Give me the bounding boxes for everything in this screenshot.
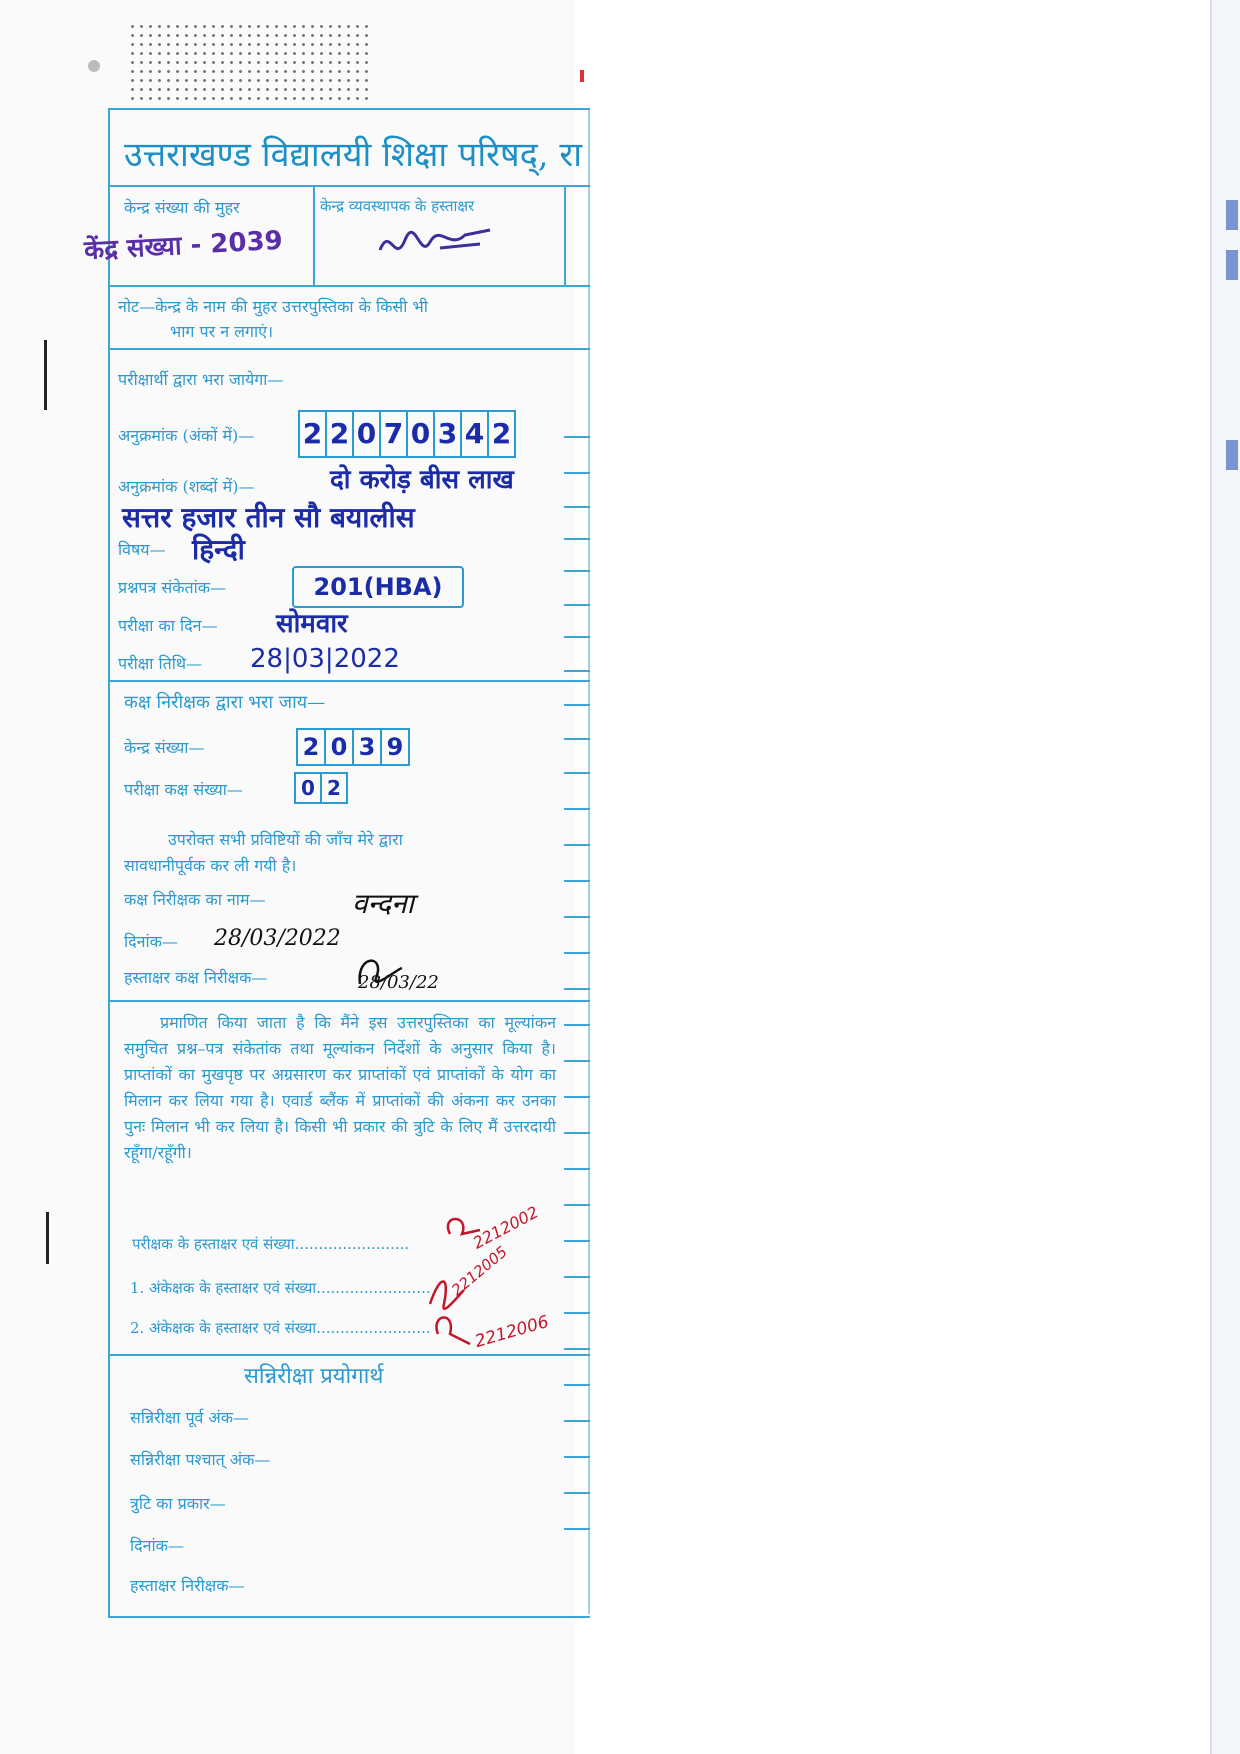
- exam-date-value: 28|03|2022: [250, 644, 400, 674]
- stub-row-line: [564, 704, 590, 706]
- right-margin-fragment: [1226, 440, 1238, 470]
- roll-digit: 3: [435, 412, 462, 456]
- roll-digit: 2: [300, 412, 327, 456]
- roll-digit: 4: [462, 412, 489, 456]
- roll-digit: 2: [491, 417, 512, 450]
- rule-above-scrutiny: [108, 1354, 590, 1356]
- stub-row-line: [564, 952, 590, 954]
- torn-edge-mark: [580, 70, 584, 82]
- subject-label: विषय—: [118, 540, 166, 559]
- staple-mark-top: [44, 340, 47, 410]
- room-digit: 0: [296, 774, 322, 802]
- stub-row-line: [564, 988, 590, 990]
- centre-number-boxes: [296, 728, 410, 766]
- room-number-label: परीक्षा कक्ष संख्या—: [124, 780, 243, 799]
- roll-digit: 0: [354, 412, 381, 456]
- stub-row-line: [564, 808, 590, 810]
- punch-hole: [88, 60, 100, 72]
- scrutiny-title: सन्निरीक्षा प्रयोगार्थ: [244, 1364, 384, 1389]
- centre-stamp-header: केन्द्र संख्या की मुहर: [124, 198, 240, 217]
- table-stub-column: [564, 348, 590, 1614]
- right-page-fold-line: [1210, 0, 1212, 1754]
- stub-row-line: [564, 1024, 590, 1026]
- invigilator-section-title: कक्ष निरीक्षक द्वारा भरा जाय—: [124, 692, 326, 713]
- stub-row-line: [564, 1384, 590, 1386]
- stub-row-line: [564, 1312, 590, 1314]
- centre-digit: 3: [354, 730, 382, 764]
- note-line-2: भाग पर न लगाएं।: [170, 322, 274, 341]
- paper-code-label: प्रश्नपत्र संकेतांक—: [118, 578, 227, 597]
- paper-code-box: 201(HBA): [292, 566, 464, 608]
- stub-row-line: [564, 772, 590, 774]
- rule-above-invigilator: [108, 680, 590, 682]
- exam-day-value: सोमवार: [276, 609, 348, 639]
- centre-digit: 0: [326, 730, 354, 764]
- rule-under-header: [108, 285, 590, 287]
- exam-date-label: परीक्षा तिथि—: [118, 654, 203, 673]
- certification-paragraph: प्रमाणित किया जाता है कि मैंने इस उत्तरपुस्तिका का मूल्यांकन समुचित प्रश्न–पत्र संकेतांक तथा मूल्यांकन निर्देशों के अनुसार किया है। प्राप्तांकों का मुखपृष्ठ पर अग्रसारण कर प्राप्तांकों एवं प्राप्तांकों के योग का मिलान कर लिया गया है। एवार्ड ब्लैंक में प्राप्तांकों की अंकना कर उनका पुनः मिलान भी कर लिया है। किसी भी प्रकार की त्रुटि के लिए मैं उत्तरदायी रहूँगा/रहूँगी।: [124, 1013, 556, 1162]
- stub-row-line: [564, 1168, 590, 1170]
- examiner-red-number: 2212002: [469, 1202, 542, 1253]
- invigilator-sign-value: 28/03/22: [358, 972, 439, 993]
- roll-digit: 2: [327, 412, 354, 456]
- rule-under-title: [108, 185, 590, 187]
- scrutiny-inspector-sign: हस्ताक्षर निरीक्षक—: [130, 1576, 245, 1595]
- invigilator-sign-label: हस्ताक्षर कक्ष निरीक्षक—: [124, 968, 268, 987]
- stub-row-line: [564, 1240, 590, 1242]
- right-margin-fragment: [1226, 200, 1238, 230]
- invigilator-name-label: कक्ष निरीक्षक का नाम—: [124, 890, 266, 909]
- subject-value: हिन्दी: [192, 533, 245, 566]
- invigilator-name-value: वन्दना: [352, 887, 414, 920]
- roll-words-line-1: दो करोड़ बीस लाख: [330, 465, 514, 495]
- roll-digits-label: अनुक्रमांक (अंकों में)—: [118, 426, 255, 445]
- board-title: उत्तराखण्ड विद्यालयी शिक्षा परिषद्, रा: [124, 135, 583, 175]
- verify-line-1: उपरोक्त सभी प्रविष्टियों की जाँच मेरे द्वारा: [168, 830, 403, 849]
- checker-2-red-number: 2212006: [472, 1311, 552, 1353]
- stub-row-line: [564, 472, 590, 474]
- roll-digit: 7: [381, 412, 408, 456]
- centre-number-label: केन्द्र संख्या—: [124, 738, 205, 757]
- scrutiny-after-marks: सन्निरीक्षा पश्चात् अंक—: [130, 1450, 271, 1469]
- header-divider: [313, 185, 315, 285]
- invigilator-date-value: 28/03/2022: [214, 926, 341, 951]
- centre-digit: 2: [298, 730, 326, 764]
- stub-row-line: [564, 1276, 590, 1278]
- signature-mark-icon: [370, 220, 500, 270]
- checker-2-sign-label: 2. अंकेक्षक के हस्ताक्षर एवं संख्या........................: [130, 1319, 431, 1337]
- stub-row-line: [564, 1060, 590, 1062]
- checker-1-red-number: 2212005: [448, 1242, 511, 1300]
- stub-row-line: [564, 1096, 590, 1098]
- checker-1-sign-label: 1. अंकेक्षक के हस्ताक्षर एवं संख्या........................: [130, 1279, 431, 1297]
- roll-digit: 0: [408, 412, 435, 456]
- stub-row-line: [564, 1528, 590, 1530]
- staple-mark-bottom: [46, 1212, 49, 1264]
- room-digit: 2: [327, 776, 341, 800]
- stub-row-line: [564, 738, 590, 740]
- stub-row-line: [564, 436, 590, 438]
- roll-number-boxes: [298, 410, 516, 458]
- centre-manager-sign-header: केन्द्र व्यवस्थापक के हस्ताक्षर: [320, 197, 475, 215]
- stub-row-line: [564, 1348, 590, 1350]
- invigilator-date-label: दिनांक—: [124, 932, 178, 951]
- exam-day-label: परीक्षा का दिन—: [118, 616, 218, 635]
- stub-row-line: [564, 1456, 590, 1458]
- centre-digit: 9: [386, 733, 404, 761]
- scrutiny-error-type: त्रुटि का प्रकार—: [130, 1494, 226, 1513]
- roll-words-label: अनुक्रमांक (शब्दों में)—: [118, 477, 255, 496]
- header-divider-right: [564, 185, 566, 285]
- stub-row-line: [564, 636, 590, 638]
- stub-row-line: [564, 570, 590, 572]
- stub-row-line: [564, 880, 590, 882]
- scrutiny-date: दिनांक—: [130, 1536, 184, 1555]
- roll-words-line-2: सत्तर हजार तीन सौ बयालीस: [122, 501, 415, 534]
- stub-row-line: [564, 604, 590, 606]
- rule-above-certify: [108, 1000, 590, 1002]
- stub-row-line: [564, 844, 590, 846]
- scrutiny-before-marks: सन्निरीक्षा पूर्व अंक—: [130, 1408, 250, 1427]
- centre-stamp: केंद्र संख्या - 2039: [83, 225, 284, 267]
- stub-row-line: [564, 1420, 590, 1422]
- rule-under-note: [108, 348, 590, 350]
- verify-line-2: सावधानीपूर्वक कर ली गयी है।: [124, 856, 297, 875]
- stub-row-line: [564, 916, 590, 918]
- stub-row-line: [564, 506, 590, 508]
- stub-row-line: [564, 1204, 590, 1206]
- right-margin-fragment: [1226, 250, 1238, 280]
- stub-row-line: [564, 670, 590, 672]
- dot-matrix-code-icon: [128, 22, 368, 100]
- note-line-1: नोट—केन्द्र के नाम की मुहर उत्तरपुस्तिका के किसी भी: [118, 297, 428, 316]
- examiner-sign-label: परीक्षक के हस्ताक्षर एवं संख्या........................: [132, 1235, 410, 1253]
- candidate-section-title: परीक्षार्थी द्वारा भरा जायेगा—: [118, 370, 284, 389]
- stub-row-line: [564, 1492, 590, 1494]
- right-page-blank: [575, 0, 1240, 1754]
- room-number-boxes: [294, 772, 348, 804]
- stub-row-line: [564, 1132, 590, 1134]
- stub-row-line: [564, 538, 590, 540]
